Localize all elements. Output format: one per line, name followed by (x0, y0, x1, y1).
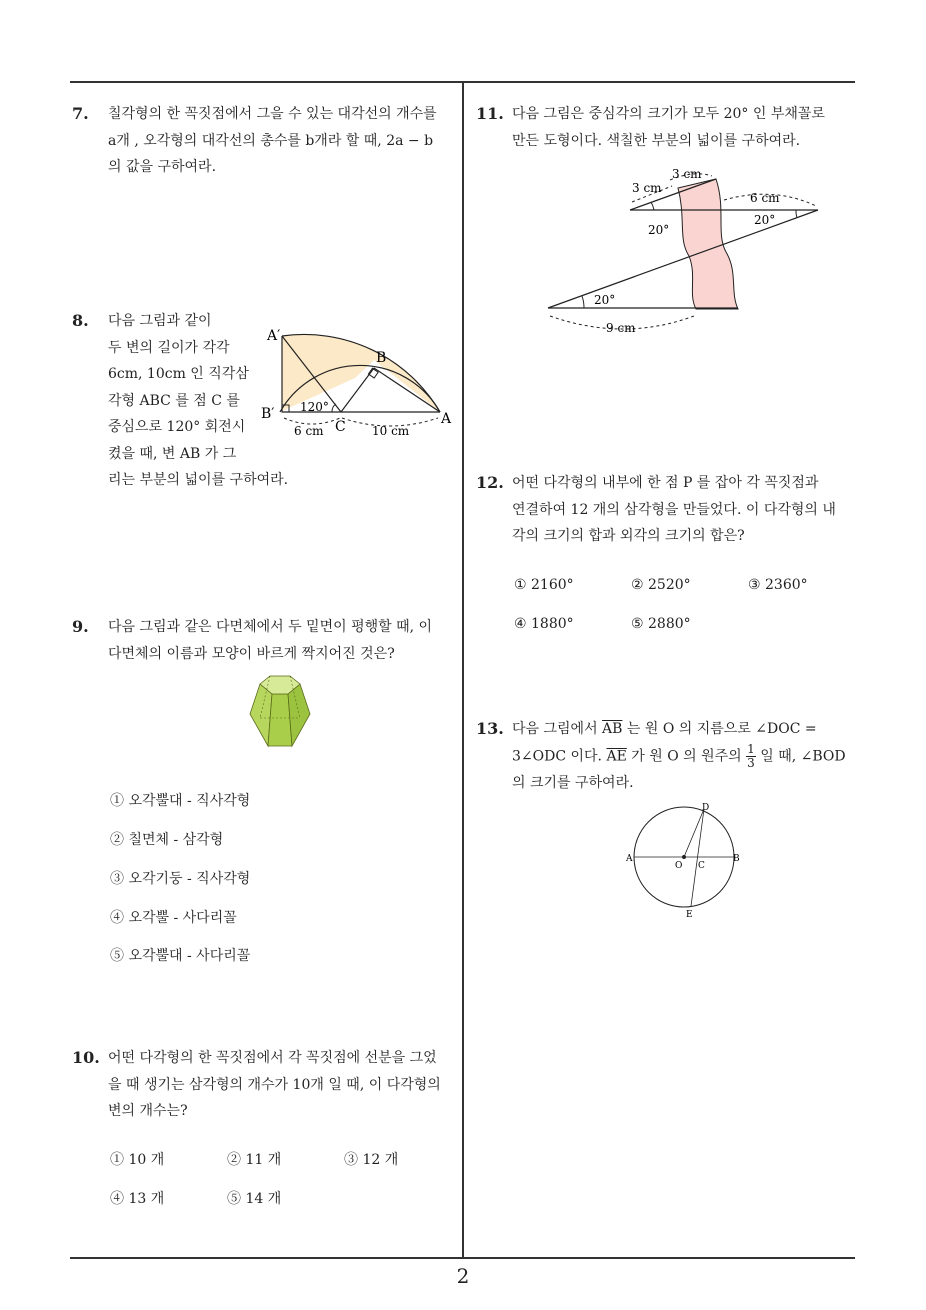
denominator: 3 (747, 755, 755, 770)
q13-label-d: D (702, 803, 710, 813)
stem-line: 켰을 때, 변 AB 가 그 (108, 445, 237, 462)
question-12 (476, 470, 860, 550)
text: 다음 그림에서 (512, 721, 603, 737)
stem-line: 다면체의 이름과 모양이 바르게 짝지어진 것은? (108, 645, 395, 662)
q8-label-c: C (335, 419, 346, 435)
stem-line (512, 716, 860, 743)
option-1[interactable]: ① 오각뿔대 - 직사각형 (110, 793, 251, 809)
question-11 (476, 101, 860, 154)
numerator: 1 (747, 741, 755, 756)
option-4[interactable]: ④ 13 개 (110, 1191, 165, 1207)
stem-line: 칠각형의 한 꼭짓점에서 그을 수 있는 대각선의 개수를 (108, 106, 437, 122)
text: 3∠ODC 이다. (512, 748, 607, 764)
stem-line: 다음 그림과 같이 (108, 313, 212, 329)
q9-options (110, 790, 410, 970)
question-number: 8. (72, 311, 89, 330)
q8-label-b-prime: B′ (261, 406, 275, 422)
q11-angle-arc-left (651, 202, 654, 210)
stem-line: 각의 크기의 합과 외각의 크기의 합은? (512, 528, 745, 544)
q11-shaded-band (678, 179, 738, 309)
option-3[interactable]: ③ 12 개 (344, 1152, 399, 1168)
stem-line: 다음 그림과 같은 다면체에서 두 밑면이 평행할 때, 이 (108, 619, 433, 635)
stem-line: 변의 개수는? (108, 1103, 188, 1119)
fraction-one-third (746, 743, 756, 770)
stem-line: 어떤 다각형의 한 꼭짓점에서 각 꼭짓점에 선분을 그었 (108, 1050, 437, 1066)
q13-segment-de (691, 809, 704, 906)
stem-line: 리는 부분의 넓이를 구하여라. (108, 472, 289, 488)
option-2[interactable]: ② 칠면체 - 삼각형 (110, 832, 224, 848)
column-divider (462, 82, 464, 1258)
q8-label-b: B (376, 350, 387, 366)
q8-label-a: A (441, 411, 452, 427)
stem-line (512, 743, 860, 770)
stem-line: 다음 그림은 중심각의 크기가 모두 20° 인 부채꼴로 (512, 106, 825, 122)
question-number: 10. (72, 1048, 100, 1067)
question-10 (72, 1045, 462, 1125)
arc-ae: $\overline{AE}$ (606, 748, 627, 764)
question-number: 12. (476, 473, 504, 492)
q8-label-a-prime: A′ (267, 328, 281, 344)
q9-figure (248, 672, 312, 750)
question-number: 13. (476, 719, 504, 738)
question-stem (108, 101, 462, 181)
q11-figure (544, 164, 824, 339)
text: 는 원 O 의 지름으로 ∠DOC = (622, 721, 817, 737)
q10-options (110, 1150, 450, 1210)
q11-label-angle-right: 20° (754, 213, 776, 227)
option-1[interactable]: ① 2160° (514, 577, 574, 593)
q13-label-c: C (698, 861, 705, 871)
q8-label-angle: 120° (300, 400, 329, 414)
stem-line: 각형 ABC 를 점 C 를 (108, 392, 240, 409)
stem-line: 만든 도형이다. 색칠한 부분의 넓이를 구하여라. (512, 132, 801, 149)
option-1[interactable]: ① 10 개 (110, 1152, 165, 1168)
option-5[interactable]: ⑤ 오각뿔대 - 사다리꼴 (110, 948, 251, 964)
question-stem (108, 614, 462, 667)
q13-figure (622, 800, 744, 922)
q11-label-top: 3 cm (672, 167, 702, 181)
question-stem (512, 101, 860, 154)
question-number: 7. (72, 104, 89, 123)
question-number: 11. (476, 104, 504, 123)
option-5[interactable]: ⑤ 2880° (631, 616, 691, 632)
question-7 (72, 101, 462, 181)
option-5[interactable]: ⑤ 14 개 (227, 1191, 282, 1207)
page-number: 2 (456, 1264, 470, 1288)
option-4[interactable]: ④ 1880° (514, 616, 574, 632)
q11-label-angle-bottom: 20° (594, 293, 616, 307)
stem-line: 을 때 생기는 삼각형의 개수가 10개 일 때, 이 다각형의 (108, 1076, 441, 1093)
stem-line: 중심으로 120° 회전시 (108, 419, 246, 435)
question-number: 9. (72, 617, 89, 636)
q8-label-len-left: 6 cm (294, 424, 324, 438)
stem-line: 의 크기를 구하여라. (512, 774, 634, 791)
option-3[interactable]: ③ 오각기둥 - 직사각형 (110, 871, 251, 887)
text: 가 원 O 의 원주의 (626, 748, 747, 764)
option-2[interactable]: ② 11 개 (227, 1152, 282, 1168)
q12-options (514, 575, 854, 635)
q8-label-len-right: 10 cm (372, 424, 410, 438)
q13-label-a: A (626, 854, 633, 864)
q13-label-b: B (733, 854, 740, 864)
stem-line: 6cm, 10cm 인 직각삼 (108, 366, 249, 382)
q11-label-angle-left: 20° (648, 223, 670, 237)
q11-angle-arc-right (796, 210, 797, 218)
q11-angle-arc-bottom (582, 296, 584, 308)
q13-label-e: E (686, 910, 693, 920)
q13-label-o: O (675, 861, 683, 871)
question-13 (476, 716, 860, 796)
stem-line: 어떤 다각형의 내부에 한 점 P 를 잡아 각 꼭짓점과 (512, 475, 819, 491)
bottom-rule (70, 1257, 855, 1259)
q11-label-right: 6 cm (750, 191, 780, 205)
option-2[interactable]: ② 2520° (631, 577, 691, 593)
stem-line: 두 변의 길이가 각각 (108, 339, 230, 356)
q8-figure (258, 318, 458, 442)
option-4[interactable]: ④ 오각뿔 - 사다리꼴 (110, 910, 237, 926)
question-stem (108, 1045, 462, 1125)
stem-line: 의 값을 구하여라. (108, 159, 217, 175)
q11-label-bottom: 9 cm (606, 321, 636, 335)
segment-ab: $\overline{AB}$ (602, 721, 623, 737)
option-3[interactable]: ③ 2360° (748, 577, 808, 593)
stem-line: 연결하여 12 개의 삼각형을 만들었다. 이 다각형의 내 (512, 501, 836, 518)
q13-center-point (682, 855, 686, 859)
question-stem (512, 716, 860, 796)
question-9 (72, 614, 462, 667)
text: 일 때, ∠BOD (755, 748, 846, 764)
question-stem (512, 470, 860, 550)
stem-line: a개 , 오각형의 대각선의 총수를 b개라 할 때, 2a − b (108, 132, 434, 149)
q11-label-left: 3 cm (632, 181, 662, 195)
